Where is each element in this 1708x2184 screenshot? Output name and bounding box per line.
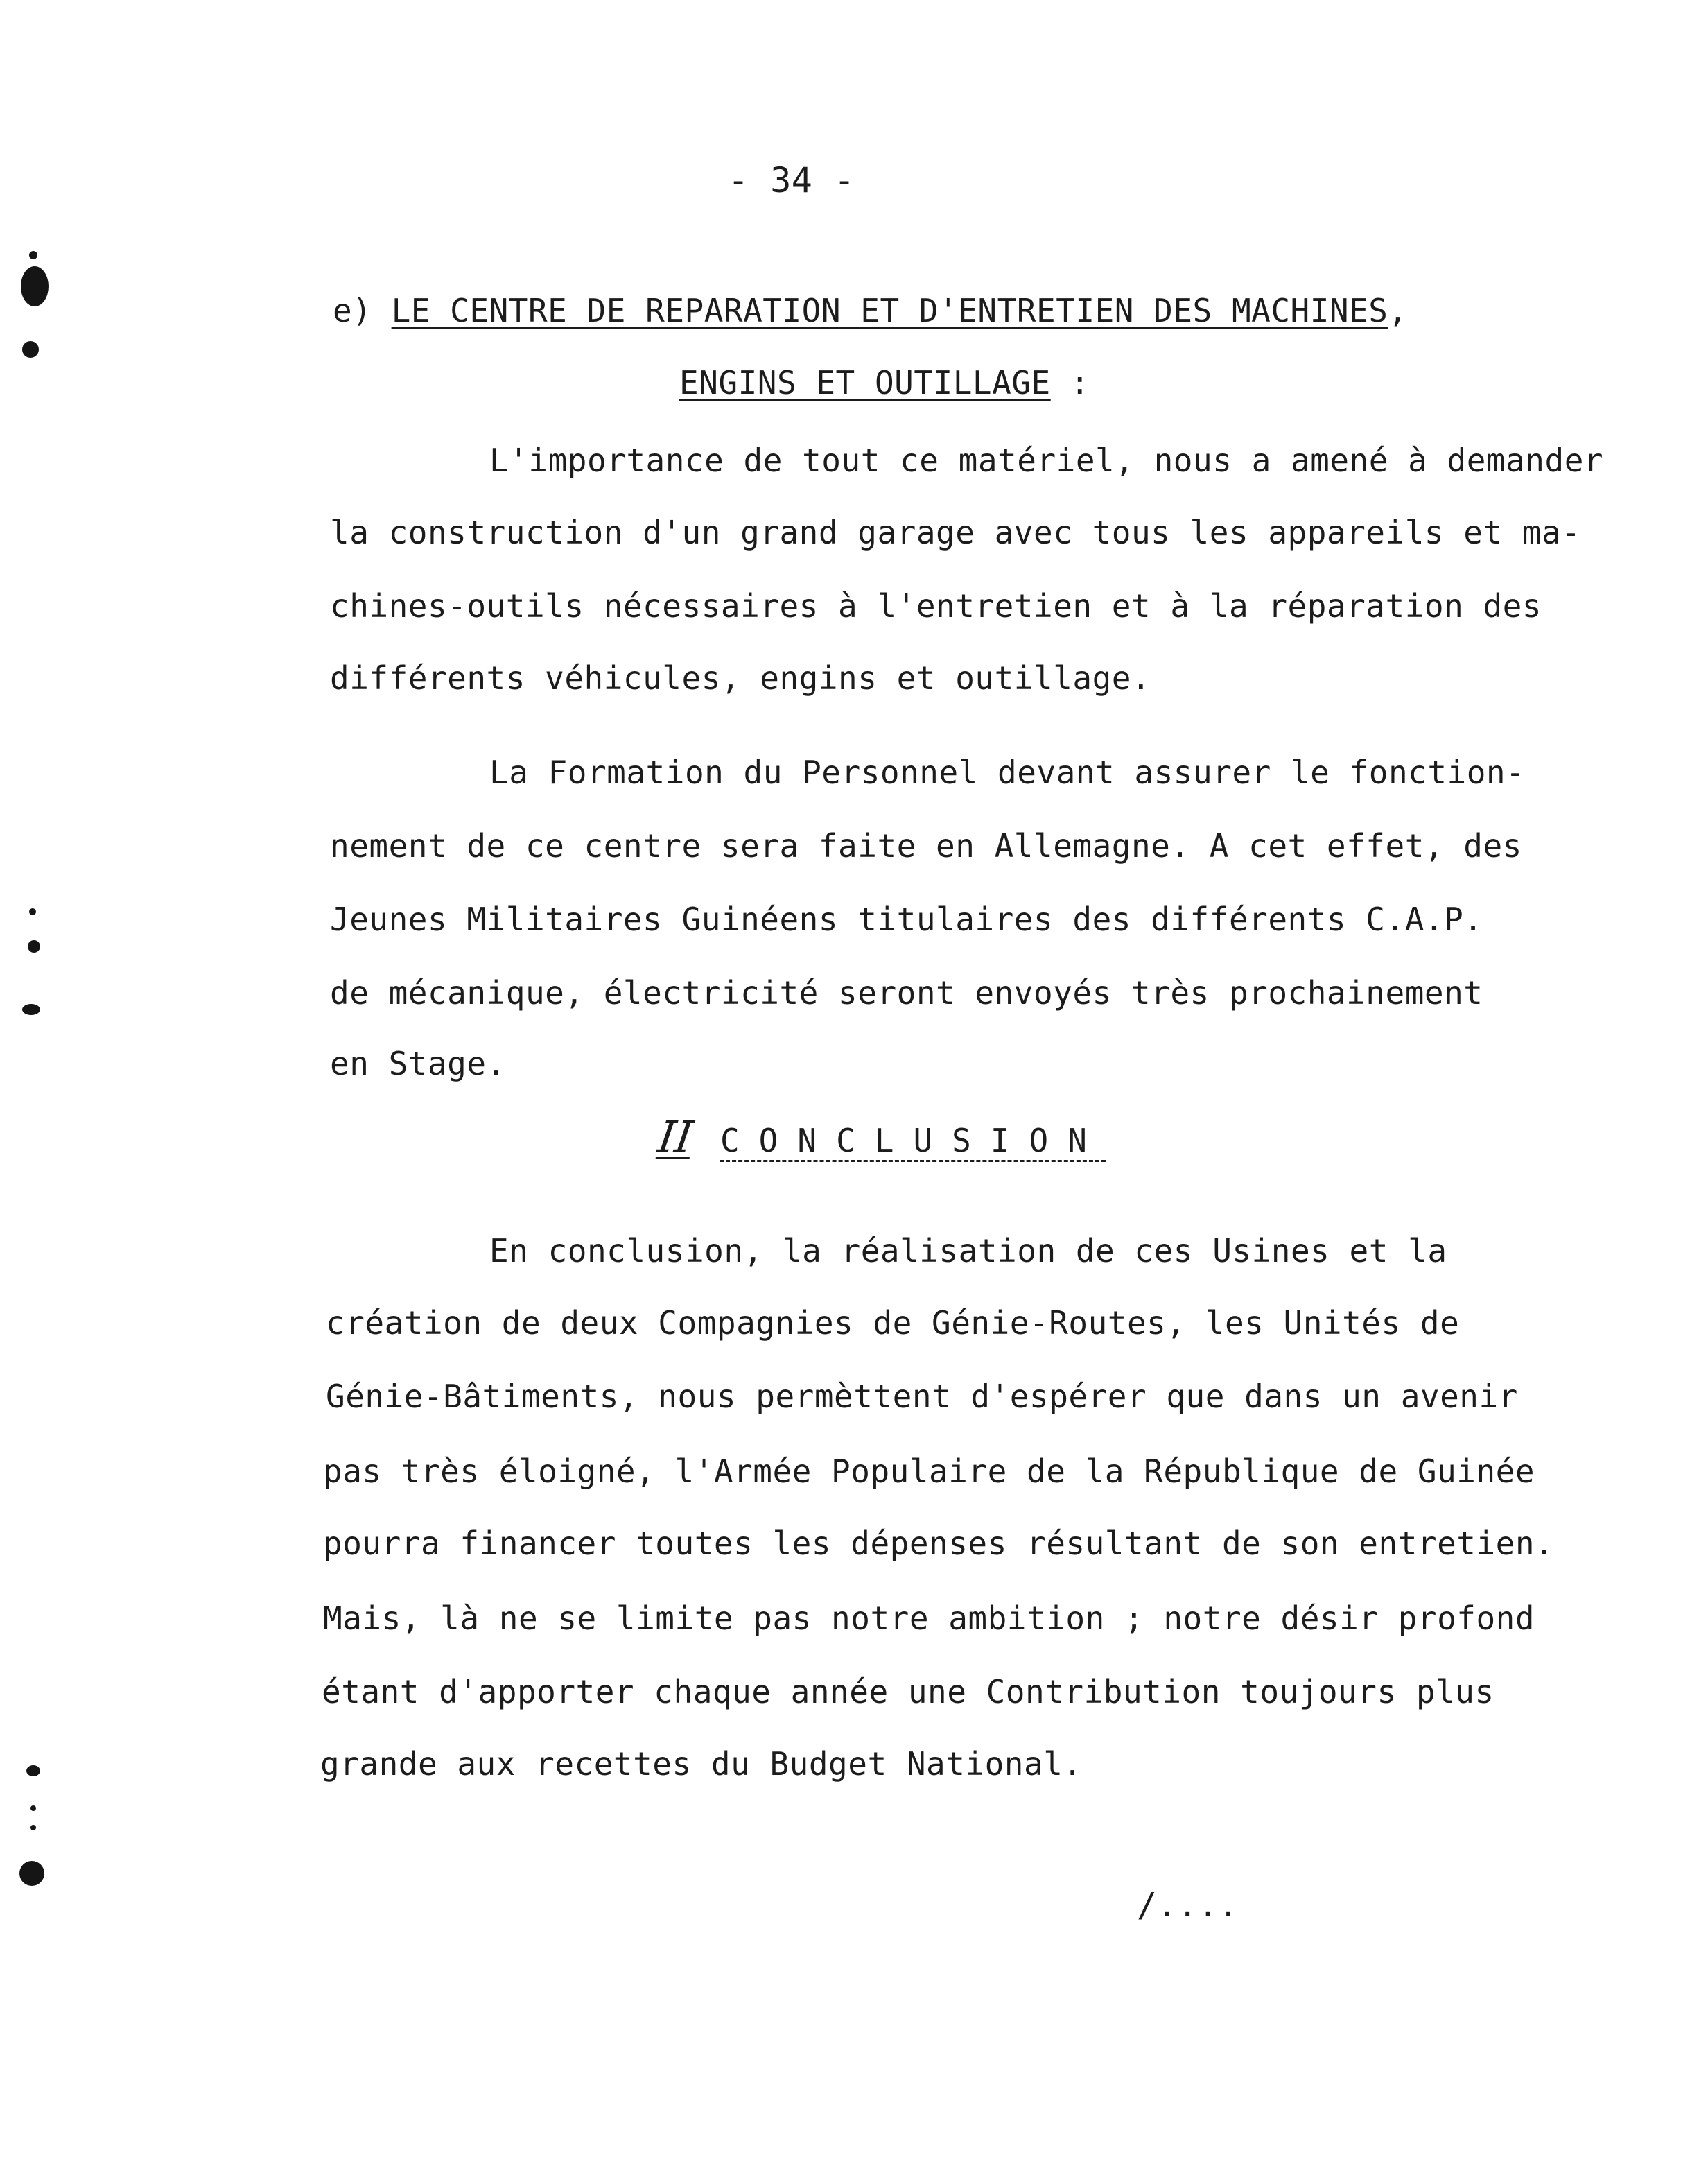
punch-hole xyxy=(31,1825,36,1830)
punch-hole xyxy=(22,1004,40,1015)
paragraph-line: de mécanique, électricité seront envoyés très prochainement xyxy=(330,974,1483,1012)
paragraph-line: étant d'apporter chaque année une Contribution toujours plus xyxy=(322,1673,1494,1710)
paragraph-line: La Formation du Personnel devant assurer le fonction- xyxy=(489,754,1526,791)
paragraph-line: différents véhicules, engins et outillage. xyxy=(330,659,1151,697)
section-heading-colon: : xyxy=(1050,364,1090,401)
paragraph-line: En conclusion, la réalisation de ces Usines et la xyxy=(489,1232,1447,1269)
paragraph-line: chines-outils nécessaires à l'entretien et à la réparation des xyxy=(330,587,1542,625)
paragraph-line: Jeunes Militaires Guinéens titulaires des différents C.A.P. xyxy=(330,901,1483,938)
paragraph-line: création de deux Compagnies de Génie-Routes, les Unités de xyxy=(326,1304,1460,1342)
paragraph-line: en Stage. xyxy=(330,1045,506,1082)
paragraph-line: Mais, là ne se limite pas notre ambition ; notre désir profond xyxy=(323,1600,1535,1637)
paragraph-line: nement de ce centre sera faite en Allemagne. A cet effet, des xyxy=(330,827,1522,865)
section-heading-subtitle: ENGINS ET OUTILLAGE xyxy=(679,364,1051,401)
paragraph-line: pourra financer toutes les dépenses résultant de son entretien. xyxy=(323,1525,1555,1562)
roman-numeral: II xyxy=(654,1111,697,1162)
paragraph-line: pas très éloigné, l'Armée Populaire de la République de Guinée xyxy=(323,1453,1535,1490)
paragraph-line: L'importance de tout ce matériel, nous a amené à demander xyxy=(489,442,1604,479)
punch-hole xyxy=(19,1861,44,1886)
page-number: - 34 - xyxy=(728,160,855,200)
section-prefix: e) xyxy=(333,292,372,329)
conclusion-heading xyxy=(654,1111,1106,1162)
punch-hole xyxy=(31,1805,36,1811)
section-heading-line1 xyxy=(333,291,1408,330)
punch-hole xyxy=(29,251,37,259)
punch-hole xyxy=(22,341,39,358)
paragraph-line: grande aux recettes du Budget National. xyxy=(320,1745,1083,1783)
punch-hole xyxy=(28,940,40,953)
section-heading-comma: , xyxy=(1388,292,1408,329)
section-heading-line2 xyxy=(679,363,1090,402)
section-heading-title: LE CENTRE DE REPARATION ET D'ENTRETIEN DES MACHINES xyxy=(391,292,1388,329)
paragraph-line: Génie-Bâtiments, nous permèttent d'espérer que dans un avenir xyxy=(326,1378,1518,1415)
continuation-mark: /.... xyxy=(1137,1886,1239,1925)
punch-hole xyxy=(21,266,49,306)
punch-hole xyxy=(29,908,36,915)
conclusion-title: CONCLUSION xyxy=(720,1122,1106,1159)
punch-hole xyxy=(26,1765,40,1776)
paragraph-line: la construction d'un grand garage avec tous les appareils et ma- xyxy=(330,514,1581,551)
